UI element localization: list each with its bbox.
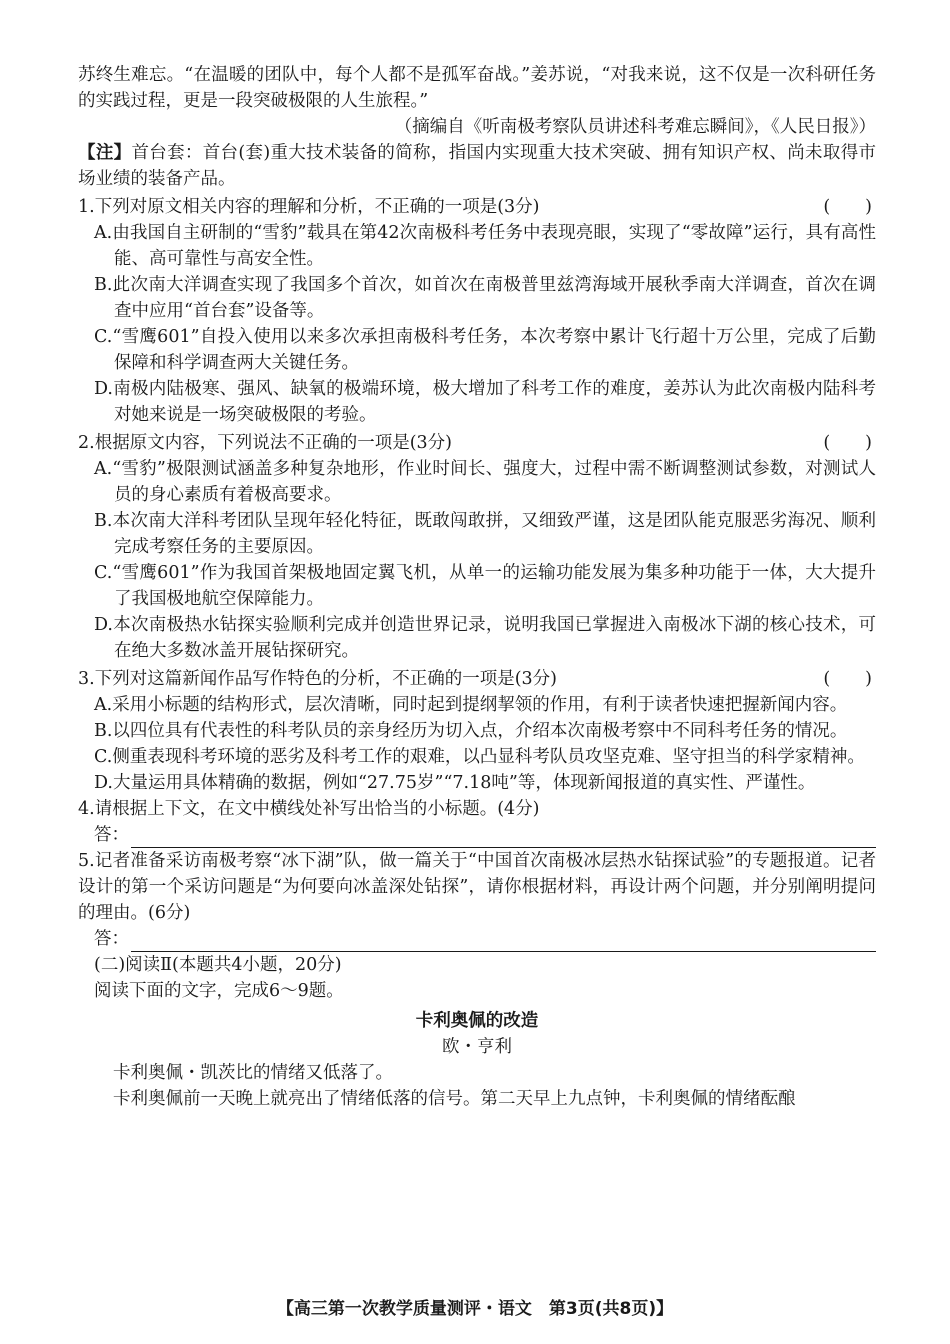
question-4-stem: 4.请根据上下文，在文中横线处补写出恰当的小标题。(4分) <box>78 799 540 819</box>
question-stem: 2.根据原文内容，下列说法不正确的一项是(3分) <box>78 433 452 453</box>
question-2-option-a: A.“雪豹”极限测试涵盖多种复杂地形，作业时间长、强度大，过程中需不断调整测试参数，对测试人员的身心素质有着极高要求。 <box>94 459 876 505</box>
story-author: 欧・亨利 <box>442 1037 512 1057</box>
question-stem: 3.下列对这篇新闻作品写作特色的分析，不正确的一项是(3分) <box>78 669 557 689</box>
question-5-stem: 5.记者准备采访南极考察“冰下湖”队，做一篇关于“中国首次南极冰层热水钻探试验”的专题报道。记者设计的第一个采访问题是“为何要向冰盖深处钻探”，请你根据材料，再设计两个问题，并分别阐明提问的理由。(6分) <box>78 851 876 923</box>
question-stem: 1.下列对原文相关内容的理解和分析，不正确的一项是(3分) <box>78 197 540 217</box>
story-paragraph: 卡利奥佩前一天晚上就亮出了情绪低落的信号。第二天早上九点钟，卡利奥佩的情绪酝酿 <box>113 1089 796 1109</box>
question-5-answer-area[interactable] <box>94 926 876 952</box>
section-heading: (二)阅读Ⅱ(本题共4小题，20分) <box>94 955 342 975</box>
question-3-option-a: A.采用小标题的结构形式，层次清晰，同时起到提纲挈领的作用，有利于读者快速把握新闻内容。 <box>94 695 848 715</box>
question-1-option-b: B.此次南大洋调查实现了我国多个首次，如首次在南极普里兹湾海域开展秋季南大洋调查，首次在调查中应用“首台套”设备等。 <box>94 275 876 321</box>
story-title: 卡利奥佩的改造 <box>415 1011 539 1031</box>
question-1-option-d: D.南极内陆极寒、强风、缺氧的极端环境，极大增加了科考工作的难度，姜苏认为此次南极内陆科考对她来说是一场突破极限的考验。 <box>94 379 876 425</box>
note-label: 【注】 <box>78 143 132 163</box>
answer-paren: ( ) <box>823 433 872 453</box>
story-paragraph: 卡利奥佩・凯茨比的情绪又低落了。 <box>113 1063 393 1083</box>
page-content <box>78 62 876 1112</box>
question-3-option-b: B.以四位具有代表性的科考队员的亲身经历为切入点，介绍本次南极考察中不同科考任务的情况。 <box>94 721 848 741</box>
question-1-option-a: A.由我国自主研制的“雪豹”载具在第42次南极科考任务中表现亮眼，实现了“零故障”运行，具有高性能、高可靠性与高安全性。 <box>94 223 876 269</box>
answer-rule <box>131 931 876 952</box>
answer-rule <box>131 827 876 848</box>
question-3-option-d: D.大量运用具体精确的数据，例如“27.75岁”“7.18吨”等，体现新闻报道的真实性、严谨性。 <box>94 773 816 793</box>
answer-paren: ( ) <box>823 669 872 689</box>
answer-label: 答： <box>94 825 129 845</box>
note <box>78 140 876 192</box>
answer-label: 答： <box>94 929 129 949</box>
question-2-option-b: B.本次南大洋科考团队呈现年轻化特征，既敢闯敢拼，又细致严谨，这是团队能克服恶劣海况、顺利完成考察任务的主要原因。 <box>94 511 876 557</box>
question-3-option-c: C.侧重表现科考环境的恶劣及科考工作的艰难，以凸显科考队员攻坚克难、坚守担当的科学家精神。 <box>94 747 865 767</box>
note-text: 首台套：首台(套)重大技术装备的简称，指国内实现重大技术突破、拥有知识产权、尚未取得市场业绩的装备产品。 <box>78 143 877 189</box>
passage-source: （摘编自《听南极考察队员讲述科考难忘瞬间》，《人民日报》） <box>394 117 876 137</box>
passage-end-text: 苏终生难忘。“在温暖的团队中，每个人都不是孤军奋战。”姜苏说，“对我来说，这不仅是一次科研任务的实践过程，更是一段突破极限的人生旅程。” <box>78 65 876 111</box>
question-4-answer-area[interactable] <box>94 822 876 848</box>
question-2-stem <box>78 430 876 456</box>
section-instruction: 阅读下面的文字，完成6～9题。 <box>94 981 344 1001</box>
answer-paren: ( ) <box>823 197 872 217</box>
page-footer: 【高三第一次教学质量测评・语文 第3页(共8页)】 <box>276 1299 674 1319</box>
question-2-option-c: C.“雪鹰601”作为我国首架极地固定翼飞机，从单一的运输功能发展为集多种功能于一体，大大提升了我国极地航空保障能力。 <box>94 563 876 609</box>
question-1-stem <box>78 194 876 220</box>
question-3-stem <box>78 666 876 692</box>
question-1-option-c: C.“雪鹰601”自投入使用以来多次承担南极科考任务，本次考察中累计飞行超十万公里，完成了后勤保障和科学调查两大关键任务。 <box>94 327 876 373</box>
question-2-option-d: D.本次南极热水钻探实验顺利完成并创造世界记录，说明我国已掌握进入南极冰下湖的核心技术，可在绝大多数冰盖开展钻探研究。 <box>94 615 876 661</box>
